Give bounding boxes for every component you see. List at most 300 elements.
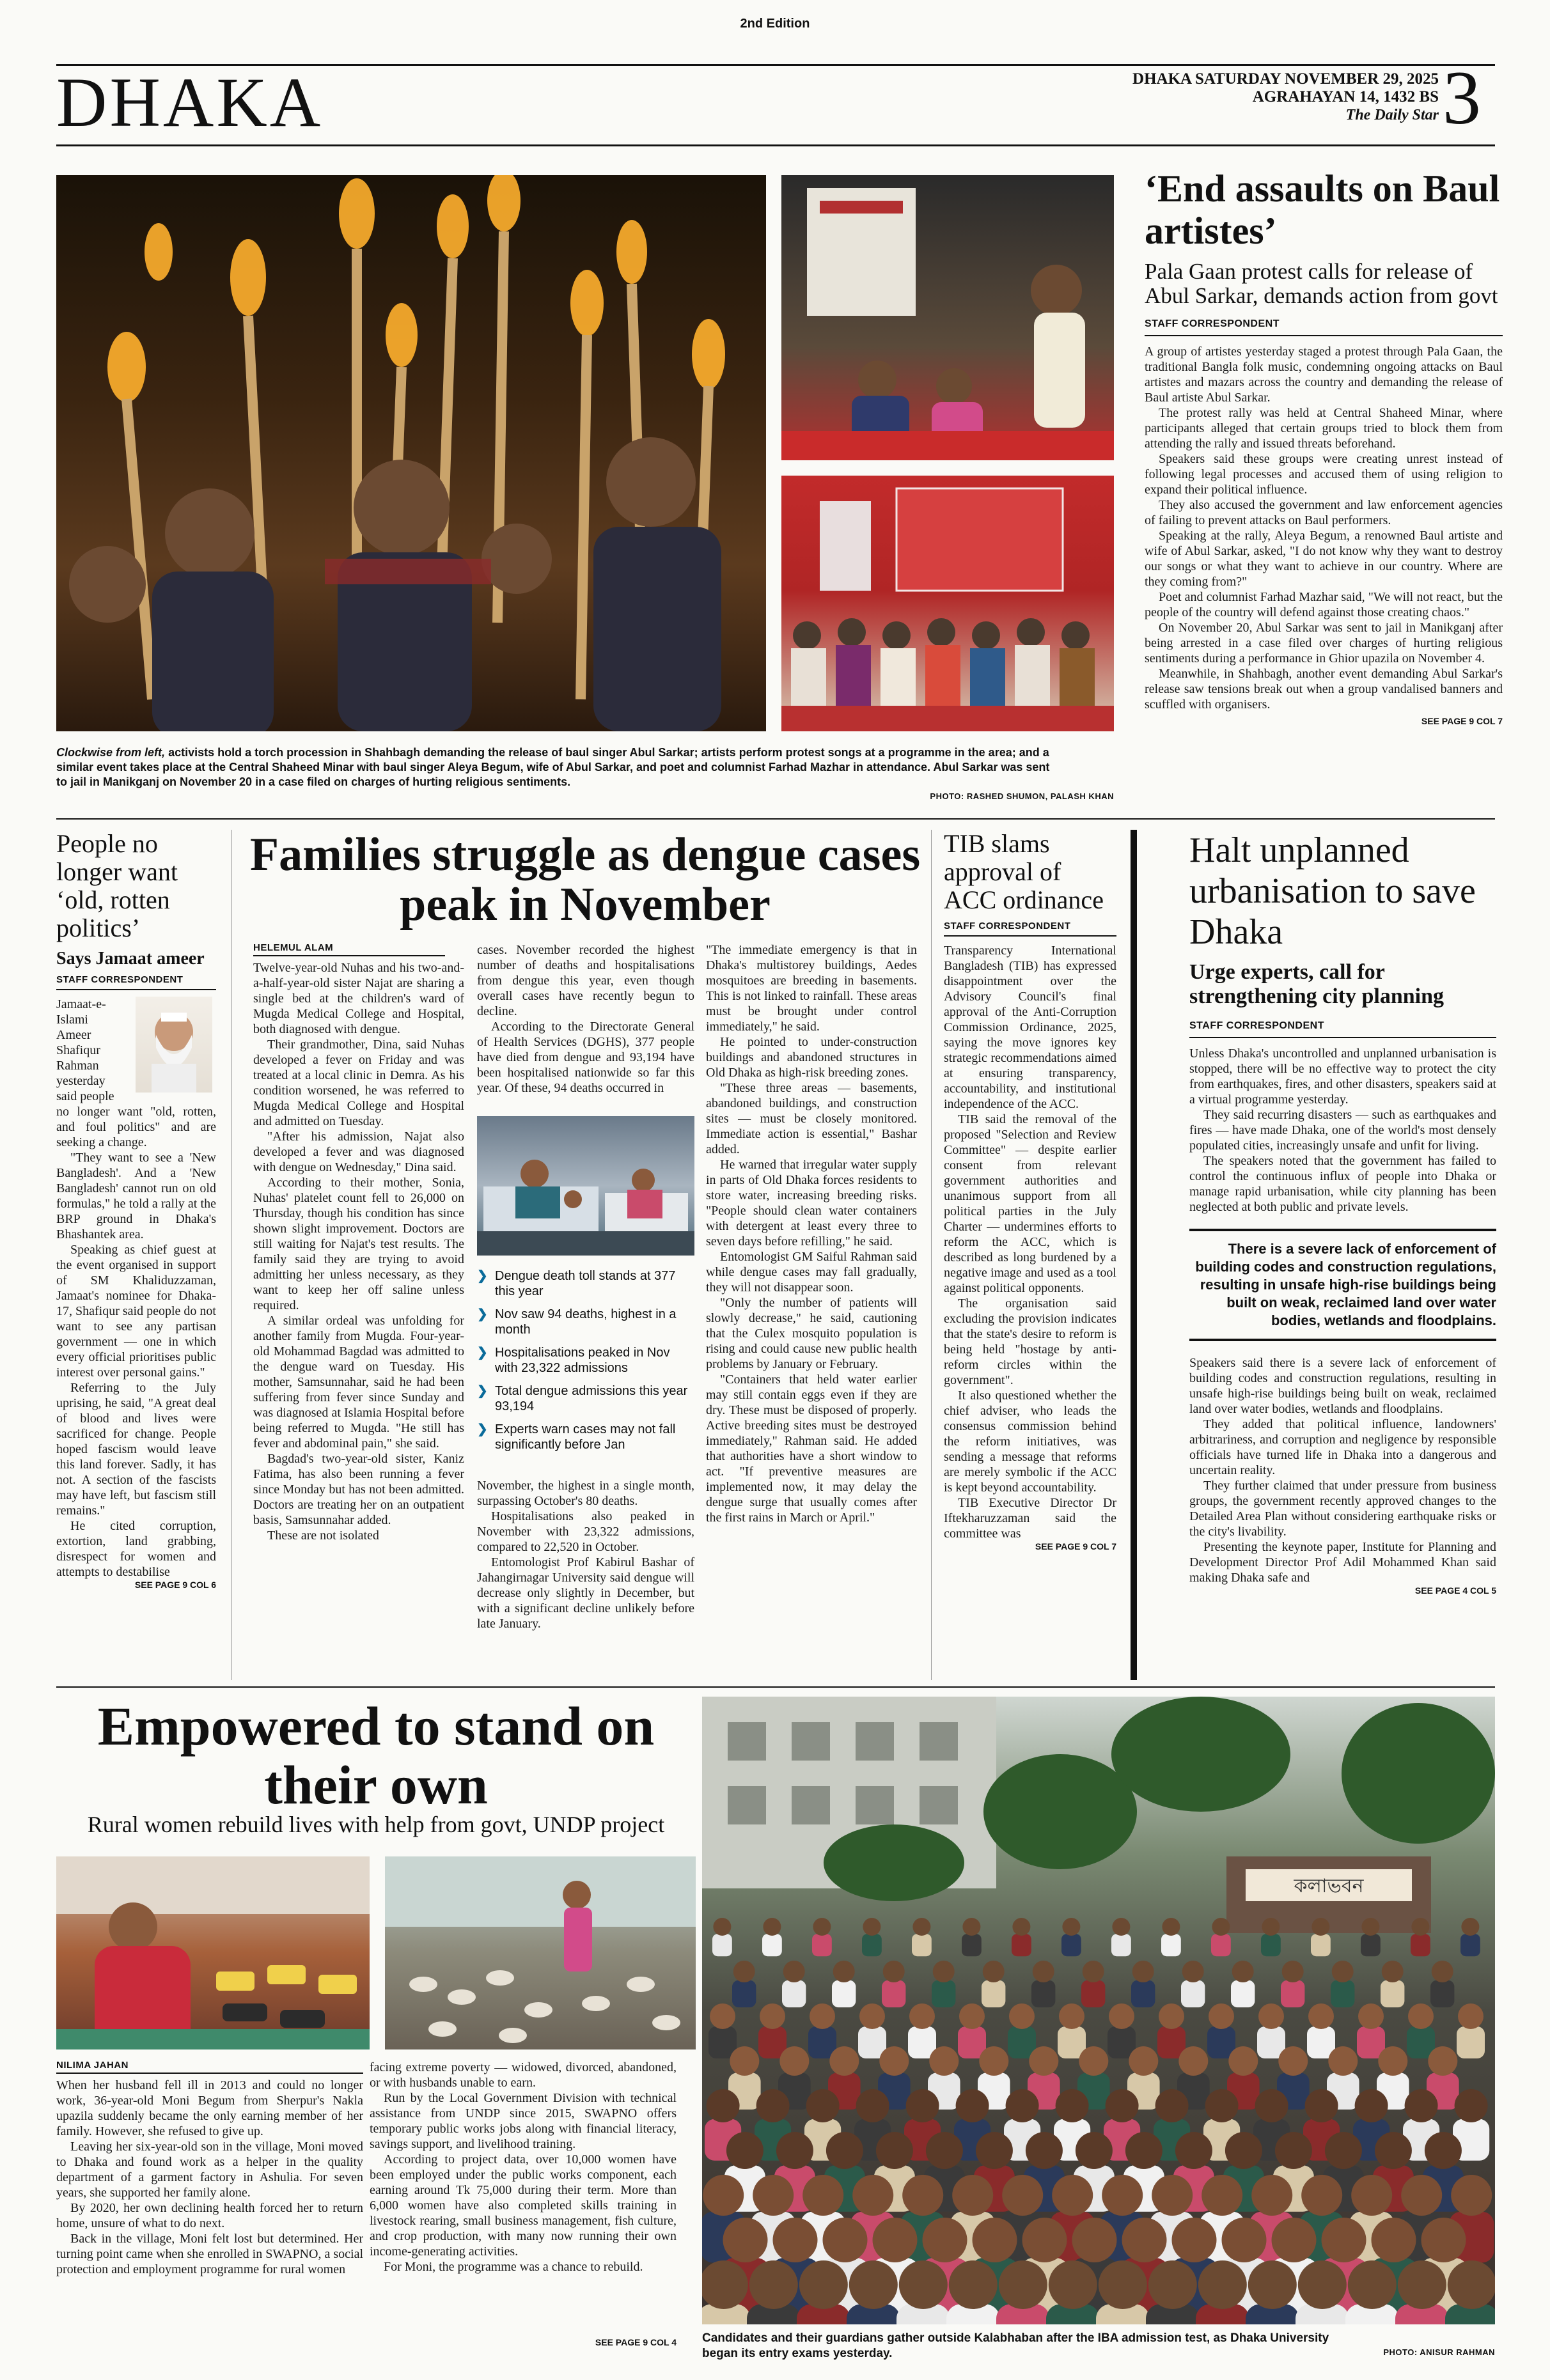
dengue-para: A similar ordeal was unfolding for another family from Mugda. Four-year-old Mohammad Bagdad was admitted to the dengue ward on Tuesday. His mother, Samsunnahar, said he had been suffering from fever since Sunday and was diagnosed at Islamia Hospital before being referred to Mugda. "He still has fever and abdominal pain," she said.: [253, 1314, 464, 1451]
crowd-head: [962, 1918, 980, 1936]
jamaat-para: "They want to see a 'New Bangladesh'. And a 'New Bangladesh' cannot run on old formulas," he told a rally at the BRP ground in Dhaka's Bhashantek area.: [56, 1151, 216, 1241]
crowd-head: [1311, 1918, 1329, 1936]
baul-para: Poet and columnist Farhad Mazhar said, "We will not react, but the people of the country will defend against those creating chaos.": [1145, 590, 1503, 619]
jamaat-headline: People no longer want ‘old, rotten politics’: [56, 829, 178, 942]
crowd-person: [762, 1934, 782, 1956]
crowd-head: [1172, 2218, 1217, 2262]
intro-line: Jamaat-e-Islami: [56, 997, 106, 1027]
baul-para: Speaking at the rally, Aleya Begum, a renowned Baul artiste and wife of Abul Sarkar, asked, "I do not know why they want to destroy our songs or what they want to achieve in our country. Where are they coming from?": [1145, 529, 1503, 589]
tib-headline: TIB slams approval of ACC ordinance: [944, 829, 1104, 914]
crowd-head: [810, 2003, 835, 2029]
tib-para: Transparency International Bangladesh (TIB) has expressed disappointment over the Advisory Council's final approval of the Anti-Corruption Commission Ordinance, 2025, saying the move ignores key strategic recommendations aimed at ensuring transparency, accountability, and institutional independence of the ACC.: [944, 944, 1116, 1111]
dengue-para: He pointed to under-construction buildings and abandoned structures in Old Dhaka as high-risk breeding zones.: [706, 1035, 917, 1080]
crowd-head: [1328, 2046, 1358, 2076]
crowd-head: [749, 2260, 798, 2309]
women-para: For Moni, the programme was a chance to rebuild.: [384, 2260, 643, 2274]
crowd-head: [1083, 1961, 1104, 1982]
stage-illustration: [781, 175, 1114, 460]
dengue-para: "Containers that held water earlier may still contain eggs even if they are dry. These must be disposed of properly. Active breeding sites must be destroyed immediately," Rahman said. He added that authorities have a short window to act. "If preventive measures are implemented now, it may delay the dengue surge that usually comes after the first rains in March or April.": [706, 1373, 917, 1525]
crowd-head: [1225, 2132, 1262, 2169]
highlight-item: [477, 1345, 694, 1376]
crowd-person: [1211, 1934, 1231, 1956]
crowd-head: [1148, 2260, 1197, 2309]
crowd-head: [1033, 1961, 1054, 1982]
crowd-head: [959, 2003, 985, 2029]
dengue-para: "These three areas — basements, abandoned buildings, and construction sites — must be closely monitored. Immediate action is essential," Bashar added.: [706, 1081, 917, 1156]
crowd-head: [899, 2260, 948, 2309]
chevron-right-icon: ❯: [477, 1384, 488, 1398]
crowd-head: [703, 2175, 744, 2216]
baul-deck: Pala Gaan protest calls for release of Abul Sarkar, demands action from govt: [1145, 259, 1498, 308]
crowd-head: [1258, 2003, 1284, 2029]
dengue-para: Bagdad's two-year-old sister, Kaniz Fatima, has also been running a fever since Monday but has not been admitted. Doctors are treating her on an outpatient basis, Samsunnahar added.: [253, 1452, 464, 1527]
shaheed-minar-photo: [781, 476, 1114, 731]
crowd-head: [1162, 1918, 1180, 1936]
crowd-head: [902, 2175, 943, 2216]
crowd-head: [713, 1918, 731, 1936]
crowd-head: [1378, 2046, 1407, 2076]
crowd-head: [876, 2132, 913, 2169]
women-para: Back in the village, Moni felt lost but determined. Her turning point came when she enrolled in SWAPNO, a social protection and employment programme for rural women: [56, 2232, 363, 2276]
baul-para: They also accused the government and law enforcement agencies of failing to prevent attacks on Baul performers.: [1145, 498, 1503, 527]
jamaat-intro: [56, 997, 216, 1104]
dengue-byline: HELEMUL ALAM: [253, 942, 334, 953]
crowd-person: [1311, 1934, 1331, 1956]
dengue-col-3: [706, 942, 917, 1525]
dengue-headline: Families struggle as dengue cases peak in November: [249, 828, 921, 931]
highlight-text: Experts warn cases may not fall significantly before Jan: [495, 1422, 676, 1452]
crowd-head: [1129, 2046, 1158, 2076]
crowd-head: [1152, 2175, 1193, 2216]
crowd-head: [1178, 2046, 1208, 2076]
crowd-head: [813, 1918, 831, 1936]
crowd-head: [1125, 2132, 1162, 2169]
crowd-head: [707, 2089, 740, 2122]
jamaat-intro-words: [56, 997, 127, 1104]
crowd-person: [1361, 1934, 1381, 1956]
dengue-highlights: [477, 1268, 694, 1460]
women-byline-rule: [56, 2073, 363, 2074]
crowd-head: [979, 2046, 1008, 2076]
jamaat-para: He cited corruption, extortion, land grabbing, disrespect for women and attempts to destabilise: [56, 1519, 216, 1579]
crowd-head: [1099, 2260, 1147, 2309]
column-rule: [931, 830, 932, 1680]
crowd-head: [1052, 2175, 1093, 2216]
torch-procession-photo: [56, 175, 766, 731]
crowd-head: [753, 2175, 794, 2216]
urban-para: They said recurring disasters — such as earthquakes and fires — have made Dhaka, one of the world's most densely populated cities, increasingly unsafe and unfit for living.: [1189, 1108, 1496, 1153]
women-headline: Empowered to stand on their own: [97, 1695, 655, 1816]
crowd-head: [773, 2218, 818, 2262]
jamaat-byline: STAFF CORRESPONDENT: [56, 974, 184, 985]
crowd-head: [926, 2132, 963, 2169]
bangla-date-text: AGRAHAYAN 14, 1432 BS: [1252, 88, 1439, 105]
dengue-para: According to the Directorate General of Health Services (DGHS), 377 people have died from dengue and 93,194 have been hospitalised nationwide so far this year. Of these, 94 deaths occurred in: [477, 1020, 694, 1095]
crowd-head: [1308, 2003, 1334, 2029]
crowd-head: [1251, 2175, 1292, 2216]
crowd-head: [1262, 1918, 1280, 1936]
page-number: 3: [1443, 55, 1481, 140]
crowd-head: [1458, 2003, 1483, 2029]
crowd-head: [1175, 2132, 1212, 2169]
highlight-item: [477, 1307, 694, 1337]
crowd-head: [912, 1918, 930, 1936]
crowd-head: [1006, 2089, 1039, 2122]
chevron-right-icon: ❯: [477, 1422, 488, 1436]
dengue-col-2-bottom: [477, 1478, 694, 1631]
crowd-head: [1411, 1918, 1429, 1936]
crowd-head: [806, 2089, 840, 2122]
dateline: [1119, 70, 1439, 124]
crowd-head: [1372, 2218, 1416, 2262]
column-rule: [231, 830, 232, 1680]
urban-para: The speakers noted that the government has failed to control the continuous influx of people into Dhaka or manage rapid urbanisation, while city planning has been neglected at both public and private levels.: [1189, 1154, 1496, 1214]
crowd-head: [1155, 2089, 1189, 2122]
crowd-head: [1401, 2175, 1442, 2216]
highlight-text: Dengue death toll stands at 377 this year: [495, 1269, 676, 1298]
crowd-head: [1049, 2260, 1097, 2309]
crowd-head: [1026, 2132, 1063, 2169]
crowd-head: [1209, 2003, 1234, 2029]
crowd-head: [1109, 2003, 1134, 2029]
crowd-head: [1132, 1961, 1154, 1982]
crowd-head: [1322, 2218, 1366, 2262]
edition-label: 2nd Edition: [740, 17, 810, 31]
jamaat-para: Referring to the July uprising, he said, "A great deal of blood and lives were sacrificed for change. People hoped fascism would leave this land forever. Sadly, it has not. A section of the fascists may have left, but fascism still remains.": [56, 1381, 216, 1518]
crowd-person: [932, 1980, 955, 2008]
urban-deck: Urge experts, call for strengthening city planning: [1189, 960, 1444, 1008]
tib-see-page[interactable]: SEE PAGE 9 COL 7: [1035, 1541, 1116, 1552]
urban-byline: STAFF CORRESPONDENT: [1189, 1020, 1324, 1031]
crowd-head: [873, 2218, 918, 2262]
crowd-head: [956, 2089, 989, 2122]
women-byline: NILIMA JAHAN: [56, 2060, 129, 2071]
intro-line: Shafiqur: [56, 1043, 100, 1057]
crowd-head: [1202, 2175, 1242, 2216]
dengue-para: Their grandmother, Dina, said Nuhas developed a fever on Friday and was treated at a local clinic in Demra. As his condition worsened, he was referred to Mugda Medical College and Hospital and admitted on Tuesday.: [253, 1038, 464, 1128]
crowd-person: [1331, 1980, 1354, 2008]
crowd-head: [1278, 2046, 1308, 2076]
crowd-head: [1351, 2175, 1392, 2216]
women-see-page[interactable]: SEE PAGE 9 COL 4: [595, 2337, 677, 2347]
baul-para: The protest rally was held at Central Shaheed Minar, where participants alleged that certain groups tried to block them from attending the rally and issued threats beforehand.: [1145, 406, 1503, 451]
crowd-head: [1355, 2089, 1388, 2122]
section-title: DHAKA: [56, 63, 324, 141]
section-divider-bottom: [56, 1686, 1495, 1688]
protest-songs-photo: [781, 175, 1114, 460]
tib-para: TIB said the removal of the proposed "Selection and Review Committee" — despite earlier consent from relevant government authorities and unanimous support from all political parties in the July Charter — undermines efforts to reform the ACC, which is described as long burdened by a negative image and used as a tool against political opponents.: [944, 1112, 1116, 1295]
crowd-head: [1332, 1961, 1354, 1982]
urban-body-bottom: [1189, 1355, 1496, 1585]
crowd-head: [949, 2260, 998, 2309]
crowd-head: [933, 1961, 955, 1982]
crowd-head: [983, 1961, 1005, 1982]
jamaat-story: [56, 830, 216, 1590]
jamaat-para: Speaking as chief guest at the event organised in support of SM Khaliduzzaman, Jamaat's nominee for Dhaka-17, Shafiqur said people do not want to see any partisan government — one in which every official prioritises public interest over personal gains.": [56, 1243, 216, 1380]
crowd-head: [799, 2260, 848, 2309]
crowd-head: [829, 2046, 859, 2076]
dengue-byline-rule: [253, 955, 445, 956]
crowd-head: [1408, 2003, 1434, 2029]
women-para: By 2020, her own declining health forced her to return home, unsure of what to do next.: [56, 2201, 363, 2230]
highlight-text: Nov saw 94 deaths, highest in a month: [495, 1307, 677, 1337]
urban-see-page[interactable]: SEE PAGE 4 COL 5: [1414, 1585, 1496, 1596]
baul-byline: STAFF CORRESPONDENT: [1145, 318, 1280, 329]
highlight-item: [477, 1422, 694, 1452]
crowd-head: [1102, 2175, 1143, 2216]
crowd-head: [726, 2132, 763, 2169]
kalabhaban-sign: কলাভবন: [1294, 1875, 1364, 1897]
intro-line: Rahman: [56, 1059, 99, 1073]
crowd-person: [812, 1934, 832, 1956]
crowd-head: [1382, 1961, 1404, 1982]
crowd-head: [952, 2175, 993, 2216]
caption-lead: Clockwise from left,: [56, 746, 166, 759]
baul-body: [1145, 344, 1503, 712]
crowd-person: [1181, 1980, 1205, 2008]
jamaat-ameer-portrait: [136, 997, 212, 1093]
baul-see-page[interactable]: SEE PAGE 9 COL 7: [1421, 716, 1503, 726]
jamaat-see-page[interactable]: SEE PAGE 9 COL 6: [134, 1580, 216, 1590]
women-para: facing extreme poverty — widowed, divorced, abandoned, or with husbands unable to earn.: [370, 2060, 677, 2090]
crowd-head: [1076, 2132, 1113, 2169]
crowd-head: [1455, 2089, 1488, 2122]
crowd-head: [1106, 2089, 1139, 2122]
crowd-head: [1059, 2003, 1084, 2029]
crowd-head: [1305, 2089, 1338, 2122]
intro-line: Ameer: [56, 1028, 91, 1042]
dengue-para: "After his admission, Najat also developed a fever and was diagnosed with dengue on Wednesday," Dina said.: [253, 1130, 464, 1174]
women-para: Leaving her six-year-old son in the village, Moni moved to Dhaka and found work as a helper in the quality department of a garment factory in Ashulia. For seven years, she supported her family alone.: [56, 2140, 363, 2200]
baul-headline: ‘End assaults on Baul artistes’: [1145, 167, 1500, 252]
crowd-person: [1161, 1934, 1181, 1956]
crowd-head: [1421, 2218, 1466, 2262]
dengue-col-1: [253, 960, 464, 1543]
top-photo-caption: [56, 745, 1054, 789]
poultry-illustration: [385, 1856, 696, 2049]
urban-headline: Halt unplanned urbanisation to save Dhaka: [1189, 830, 1476, 952]
crowd-person: [1231, 1980, 1255, 2008]
tib-para: The organisation said excluding the provision indicates that the state's desire to reform is being held "hostage by anti-reform circles within the government".: [944, 1296, 1116, 1387]
urban-para: They added that political influence, landowners' arbitrariness, and corruption and negligence by responsible officials have turned life in Dhaka into a dangerous and uncertain reality.: [1189, 1417, 1496, 1477]
highlight-item: [477, 1268, 694, 1299]
crowd-person: [962, 1934, 982, 1956]
crowd-person: [1061, 1934, 1081, 1956]
women-deck: Rural women rebuild lives with help from govt, UNDP project: [87, 1812, 665, 1837]
tib-para: It also questioned whether the chief adviser, who leads the consensus commission behind the reform initiatives, was sending a message that reforms are merely symbolic if the ACC is kept beyond accountability.: [944, 1388, 1116, 1495]
women-para: When her husband fell ill in 2013 and could no longer work, 36-year-old Moni Begum from Sherpur's Nakla upazila suddenly became the only earning member of her family. However, she refused to give up.: [56, 2078, 363, 2138]
crowd-head: [1361, 1918, 1379, 1936]
crowd-head: [1325, 2132, 1362, 2169]
crowd-person: [1281, 1980, 1304, 2008]
crowd-head: [976, 2132, 1013, 2169]
torch-procession-illustration: [56, 175, 766, 731]
crowd-person: [982, 1980, 1005, 2008]
tib-body: [944, 943, 1116, 1541]
urban-para: Speakers said there is a severe lack of enforcement of building codes and construction regulations, resulting in unsafe high-rise buildings being built on weak, reclaimed land over water bodies, wetlands and floodplains.: [1189, 1356, 1496, 1416]
crowd-person: [1381, 1980, 1404, 2008]
dengue-para: These are not isolated: [267, 1528, 379, 1543]
crowd-person: [1457, 2026, 1485, 2058]
crowd-head: [1448, 2260, 1495, 2309]
crowd-head: [1002, 2175, 1043, 2216]
jamaat-body: [56, 1104, 216, 1580]
crowd-head: [1348, 2260, 1397, 2309]
crowd-person: [732, 1980, 756, 2008]
crowd-head: [906, 2089, 939, 2122]
dengue-para: cases. November recorded the highest number of deaths and hospitalisations from dengue this year, even though overall cases have recently begun to decline.: [477, 943, 694, 1018]
dengue-para: Twelve-year-old Nuhas and his two-and-a-half-year-old sister Najat are sharing a single bed at the children's ward of Mugda Medical College and Hospital, both diagnosed with dengue.: [253, 961, 464, 1036]
portrait-illustration: [136, 997, 212, 1093]
urban-body-top: [1189, 1046, 1496, 1215]
urban-story: [1189, 830, 1496, 1596]
crowd-head: [1182, 1961, 1204, 1982]
jamaat-subhead: Says Jamaat ameer: [56, 949, 205, 968]
iba-credit: PHOTO: ANISUR RAHMAN: [1383, 2347, 1495, 2357]
tib-byline: STAFF CORRESPONDENT: [944, 921, 1071, 931]
crowd-head: [730, 2046, 759, 2076]
dengue-para: "Only the number of patients will slowly decrease," he said, cautioning that the Culex mosquito population is rising and could cause new public health problems by January or February.: [706, 1296, 917, 1371]
crowd-head: [1112, 1918, 1130, 1936]
tib-rule: [944, 935, 1116, 937]
dengue-para: "The immediate emergency is that in Dhaka's multistorey buildings, Aedes mosquitoes are breeding in basements. This is not linked to rainfall. These areas must be brought under control immediately," he said.: [706, 943, 917, 1034]
crowd-head: [929, 2046, 959, 2076]
crowd-person: [1081, 1980, 1105, 2008]
crowd-head: [833, 1961, 855, 1982]
crowd-head: [710, 2003, 735, 2029]
crowd-head: [1029, 2046, 1058, 2076]
dengue-para: According to their mother, Sonia, Nuhas' platelet count fell to 26,000 on Thursday, though his condition has since shown slight improvement. Doctors are still waiting for Najat's test results. The family said they are trying to avoid admitting her unless necessary, as they want to keep her off saline unless required.: [253, 1176, 464, 1312]
crowd-person: [1261, 1934, 1281, 1956]
crowd-head: [883, 1961, 905, 1982]
crowd-head: [779, 2046, 809, 2076]
crowd-person: [1031, 1980, 1055, 2008]
baul-para: Meanwhile, in Shahbagh, another event demanding Abul Sarkar's release saw tensions break out when a group vandalised banners and scuffled with organisers.: [1145, 667, 1503, 712]
crowd-person: [1012, 1934, 1031, 1956]
crowd-head: [783, 1961, 805, 1982]
crowd-head: [1232, 1961, 1254, 1982]
crowd-head: [1056, 2089, 1089, 2122]
crowd-person: [1411, 1934, 1430, 1956]
highlight-text: Hospitalisations peaked in Nov with 23,322 admissions: [495, 1346, 670, 1375]
crowd-head: [1272, 2218, 1317, 2262]
intro-line: yesterday: [56, 1074, 106, 1088]
crowd-head: [1298, 2260, 1347, 2309]
baul-rule: [1145, 335, 1503, 336]
crowd-head: [1398, 2260, 1446, 2309]
tib-story: [944, 830, 1116, 1552]
crowd-person: [832, 1980, 856, 2008]
crowd-head: [1432, 1961, 1453, 1982]
top-photo-credit: PHOTO: RASHED SHUMON, PALASH KHAN: [930, 791, 1114, 801]
crowd-head: [763, 1918, 781, 1936]
crowd-head: [909, 2003, 935, 2029]
dengue-para: Entomologist Prof Kabirul Bashar of Jahangirnagar University said dengue will decrease only slightly in December, but with a significant decline unlikely before late January.: [477, 1555, 694, 1631]
crowd-head: [1022, 2218, 1067, 2262]
chevron-right-icon: ❯: [477, 1269, 488, 1283]
crowd-head: [1079, 2046, 1108, 2076]
crowd-head: [1062, 1918, 1080, 1936]
crowd-person: [862, 1934, 882, 1956]
crowd-head: [1072, 2218, 1117, 2262]
date-text: DHAKA SATURDAY NOVEMBER 29, 2025: [1132, 70, 1439, 88]
urban-para: Unless Dhaka's uncontrolled and unplanned urbanisation is stopped, there will be no effective way to protect the city from earthquakes, fires, and other disasters, speakers said at a virtual programme yesterday.: [1189, 1046, 1496, 1107]
urban-para: They further claimed that under pressure from business groups, the government recently approved changes to the Detailed Area Plan without considering earthquake risks or the city's livability.: [1189, 1479, 1496, 1539]
crowd-head: [859, 2003, 885, 2029]
chevron-right-icon: ❯: [477, 1307, 488, 1321]
baul-para: A group of artistes yesterday staged a protest through Pala Gaan, the traditional Bangla folk music, condemning ongoing attacks on Baul artistes and mazars across the country and demanding the release of Baul artiste Abul Sarkar.: [1145, 345, 1503, 405]
section-divider-top: [56, 818, 1495, 820]
crowd-head: [923, 2218, 967, 2262]
crowd-head: [1428, 2046, 1457, 2076]
crowd-head: [1212, 1918, 1230, 1936]
crowd-head: [1205, 2089, 1239, 2122]
crowd-head: [1301, 2175, 1342, 2216]
crowd-head: [852, 2175, 893, 2216]
women-poultry-photo: [385, 1856, 696, 2049]
crowd-person: [782, 1980, 806, 2008]
crowd-head: [1255, 2089, 1288, 2122]
women-para: Run by the Local Government Division with technical assistance from UNDP since 2015, SWAPNO offers temporary public works jobs along with financial literacy, savings support, and livelihood training.: [370, 2091, 677, 2151]
baul-para: Speakers said these groups were creating unrest instead of following legal processes and accused them of using religion to expand their political influence.: [1145, 452, 1503, 497]
crowd-person: [712, 1934, 732, 1956]
jamaat-para: no longer want "old, rotten, and foul politics" and are seeking a change.: [56, 1105, 216, 1149]
heavy-column-rule: [1131, 830, 1137, 1680]
crowd-person: [912, 1934, 932, 1956]
crowd-head: [1009, 2003, 1035, 2029]
crowd-person: [1131, 1980, 1155, 2008]
crowd-head: [1248, 2260, 1297, 2309]
jamaat-rule: [56, 989, 216, 990]
crowd-head: [826, 2132, 863, 2169]
crowd-head: [1198, 2260, 1247, 2309]
crowd-head: [849, 2260, 898, 2309]
urban-rule: [1189, 1037, 1496, 1038]
tib-para: TIB Executive Director Dr Iftekharuzzaman said the committee was: [944, 1496, 1116, 1541]
crowd-head: [973, 2218, 1017, 2262]
crowd-head: [1159, 2003, 1184, 2029]
crowd-head: [776, 2132, 813, 2169]
crowd-head: [1425, 2132, 1462, 2169]
crowd-head: [760, 2003, 785, 2029]
dengue-para: Entomologist GM Saiful Rahman said while dengue cases may fall gradually, they will not disappear soon.: [706, 1250, 917, 1295]
crowd-head: [1375, 2132, 1412, 2169]
crowd-person: [1111, 1934, 1131, 1956]
crowd-head: [1222, 2218, 1267, 2262]
crowd-head: [1122, 2218, 1167, 2262]
crowd-head: [879, 2046, 909, 2076]
crowd-head: [1358, 2003, 1384, 2029]
crowd-head: [1012, 1918, 1030, 1936]
dengue-para: November, the highest in a single month, surpassing October's 80 deaths.: [477, 1479, 694, 1508]
crowd-head: [1451, 2175, 1492, 2216]
women-col-1: [56, 2078, 363, 2277]
dengue-ward-photo: [477, 1116, 694, 1256]
crowd-head: [802, 2175, 843, 2216]
iba-crowd-photo: [702, 1697, 1495, 2324]
crowd-head: [1275, 2132, 1312, 2169]
crafts-illustration: [56, 1856, 370, 2049]
women-crafts-photo: [56, 1856, 370, 2049]
crowd-head: [823, 2218, 868, 2262]
baul-story: [1145, 167, 1503, 726]
women-col-2: [370, 2060, 677, 2275]
crowd-head: [1228, 2046, 1258, 2076]
caption-text: activists hold a torch procession in Shahbagh demanding the release of baul singer Abul Sarkar; artists perform protest songs at a programme in the area; and a similar event takes place at the Central Shaheed Minar with baul singer Aleya Begum, wife of Abul Sarkar, and poet and columnist Farhad Mazhar in attendance. Abul Sarkar was sent to jail in Manikganj on November 20 in a case filed on charges of hurting religious sentiments.: [56, 746, 1050, 788]
intro-line: said people: [56, 1089, 114, 1103]
iba-caption: Candidates and their guardians gather outside Kalabhaban after the IBA admission test, as Dhaka University began its entry exams yesterday.: [702, 2331, 1329, 2360]
baul-para: On November 20, Abul Sarkar was sent to jail in Manikganj after being arrested in a case filed over charges of hurting religious sentiments during a performance in Ghior upazila on November 4.: [1145, 621, 1503, 665]
